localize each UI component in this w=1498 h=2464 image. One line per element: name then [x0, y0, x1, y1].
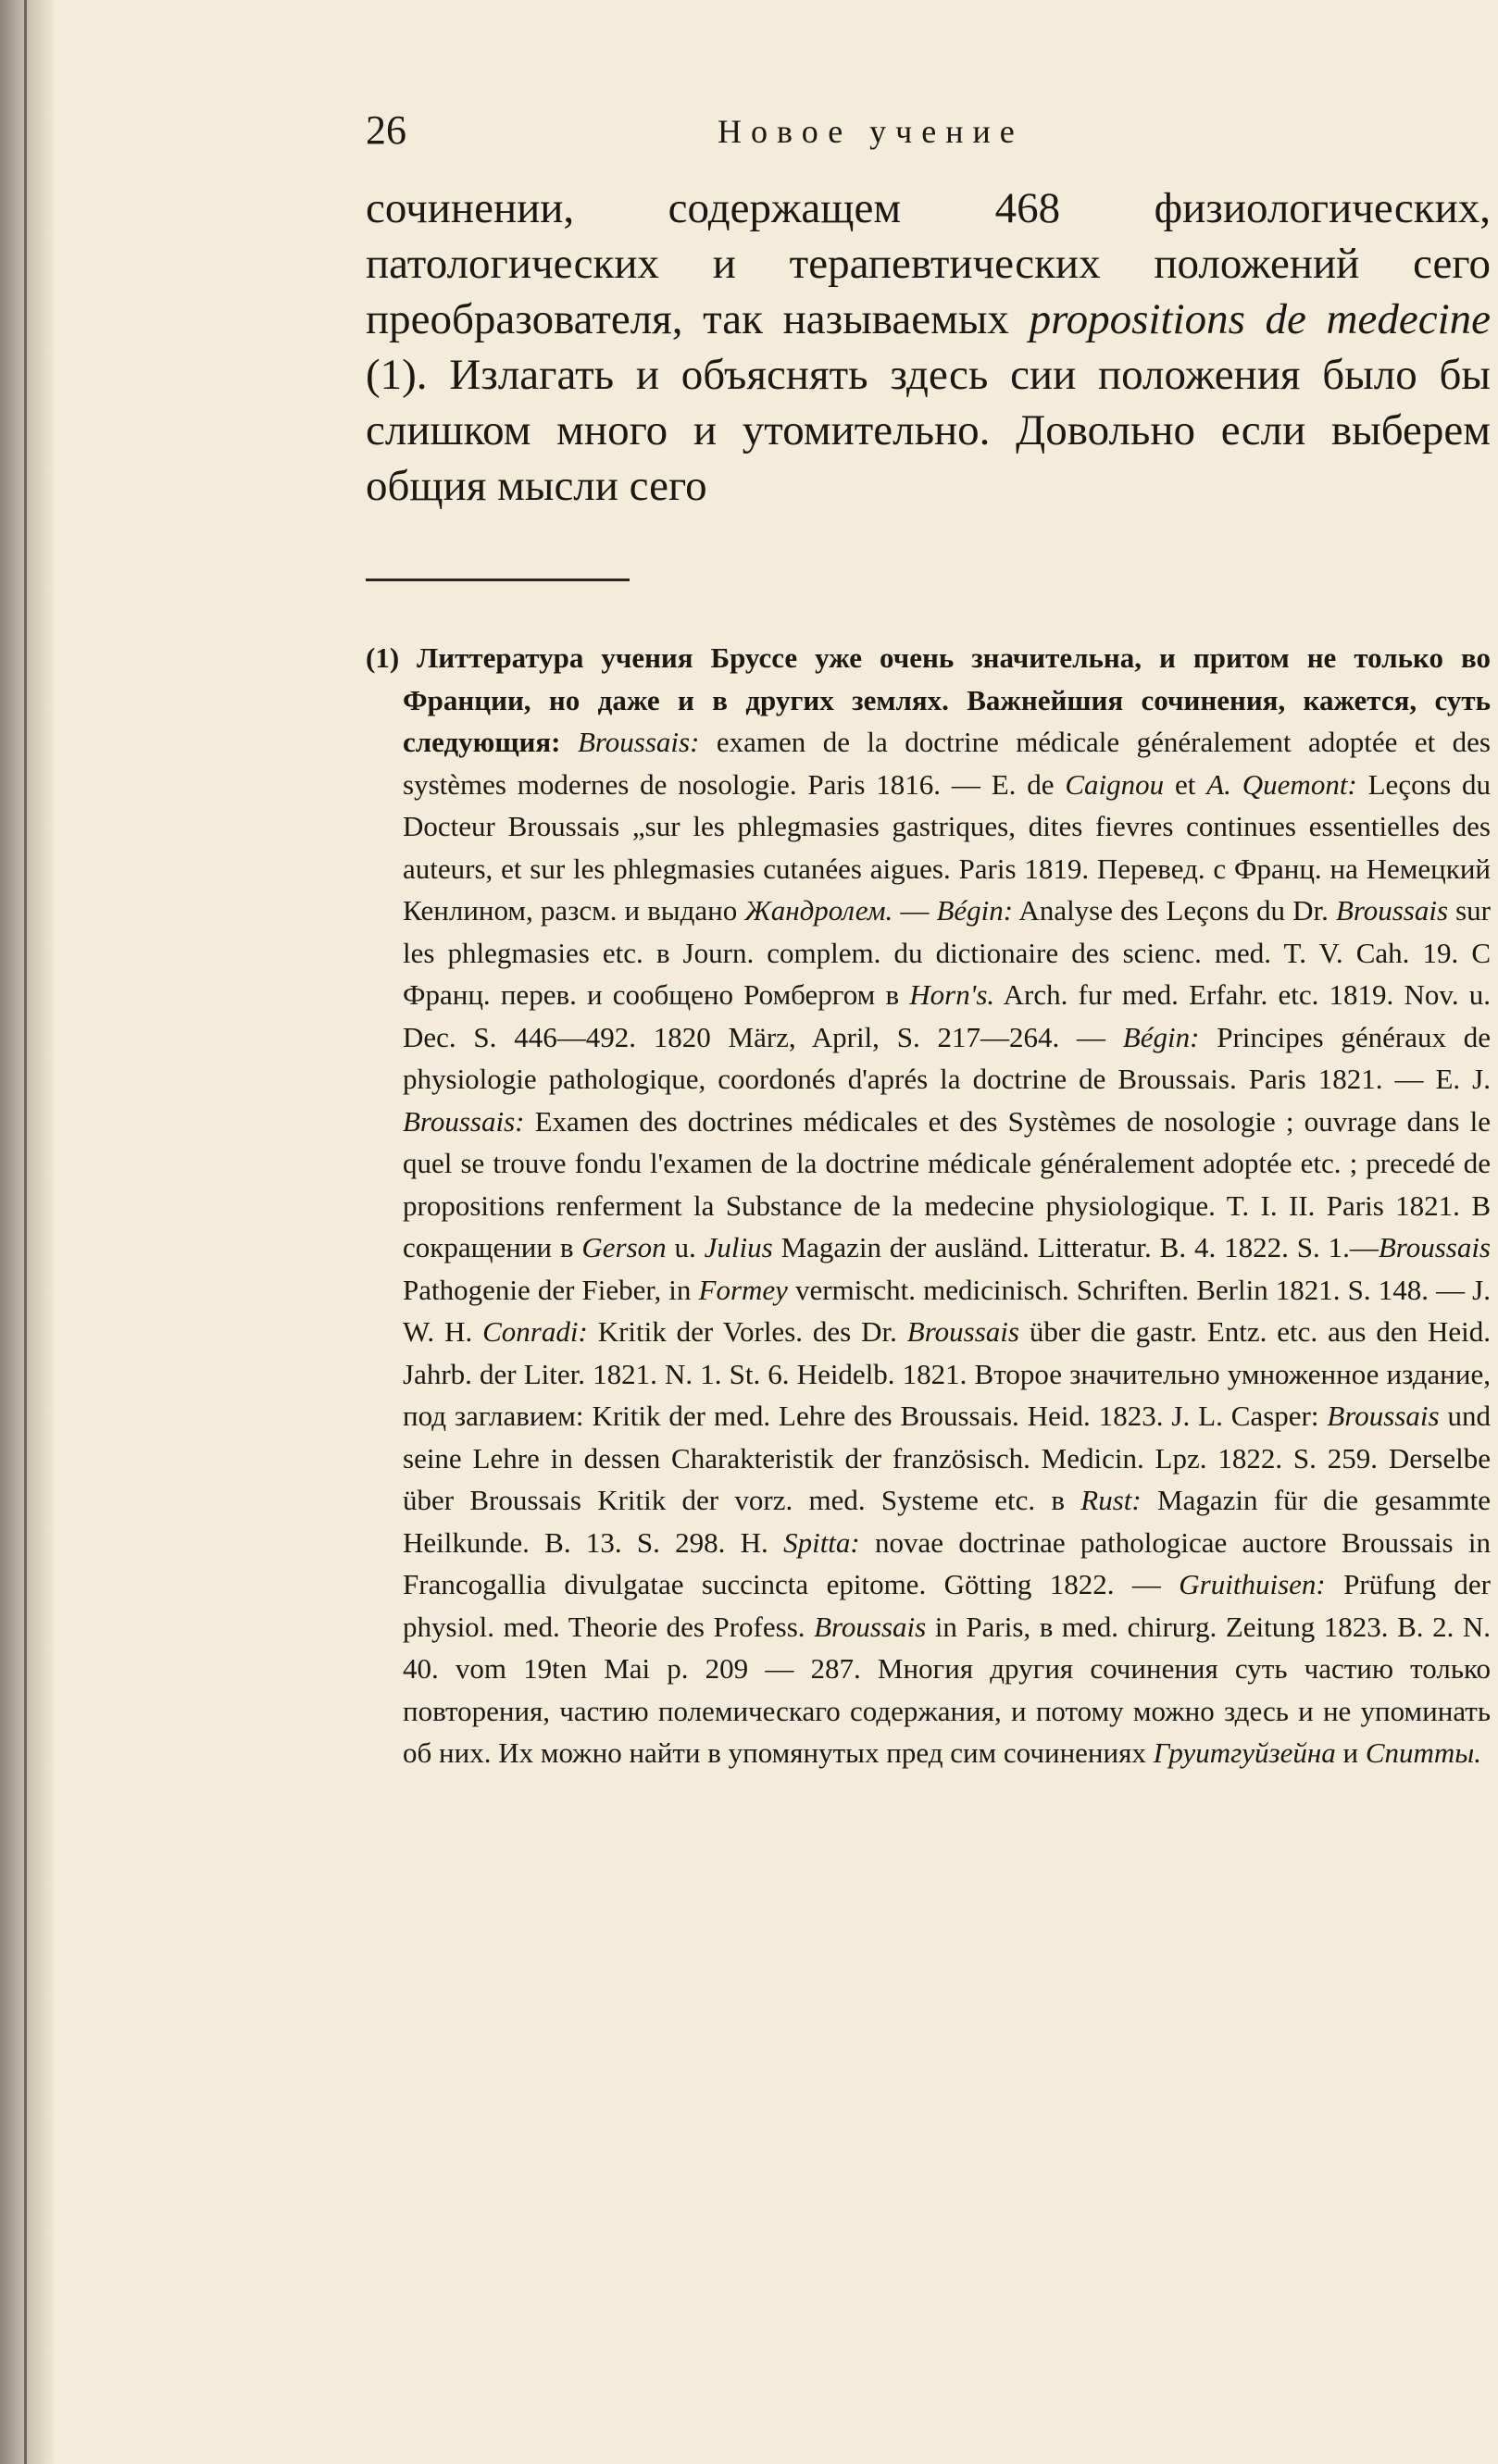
footnote-text: über die gastr. Entz. etc. aus den Heid. Jahrb. der Liter. 1821. N. 1. St. 6. Heidelb. 1821. Второе значительно умноженное издание, под заглавием: Kritik der med. Lehre des Broussais. Heid. 1823. J. L. Casper:: [403, 1315, 1491, 1432]
footnote-italic: Broussais: [1378, 1231, 1491, 1263]
footnote-italic: Rust:: [1080, 1484, 1142, 1516]
footnote-text: —: [893, 894, 937, 927]
footnote-italic: Gerson: [581, 1231, 667, 1263]
footnote-italic: Julius: [704, 1231, 773, 1263]
running-title: Новое учение: [718, 113, 1024, 150]
footnote-italic: Спитты.: [1365, 1736, 1482, 1769]
page-number: 26: [366, 107, 406, 153]
footnote-text: Литтература учения Бруссе уже очень значительна, и притом не только во Франции, но даже и в других землях. Важнейшия сочинения, кажется, суть следующия:: [399, 641, 1491, 758]
footnote-italic: Spitta:: [783, 1525, 860, 1559]
footnote-text: in Paris, в med. chirurg. Zeitung 1823. B. 2. N. 40. vom 19ten Mai p. 209 — 287. Многия другия сочинения суть частию только повторения, частию полемическаго содержания, и потому можно здесь и не упоминать об них. Их можно найти в упомянутых пред сим сочинениях: [403, 1610, 1491, 1769]
footnote-text: und seine Lehre in dessen Charakteristik der französisch. Medicin. Lpz. 1822. S. 259. Derselbe über Broussais Kritik der vorz. med. Systeme etc. в: [403, 1400, 1492, 1516]
main-paragraph: [366, 180, 1491, 514]
footnote-text: Magazin der ausländ. Litteratur. B. 4. 1822. S. 1.—: [772, 1231, 1379, 1263]
footnote-text: Analyse des Leçons du Dr.: [1013, 894, 1336, 927]
footnote-italic: A. Quemont:: [1206, 767, 1357, 801]
footnote-italic: Bégin:: [936, 894, 1014, 927]
footnote-paragraph: [366, 637, 1491, 1774]
book-spine-edge: [0, 0, 54, 2464]
footnote-text: и: [1335, 1736, 1366, 1769]
footnote-italic: Conradi:: [482, 1315, 588, 1348]
footnote-divider: [366, 579, 630, 581]
footnote-italic: Broussais: [906, 1315, 1019, 1348]
body-text-italic: propositions de medecine: [1029, 295, 1491, 343]
body-text-part: (1). Излагать и объяснять здесь сии положения было бы слишком много и утомительно. Довольно если выберем общия мысли сего: [366, 351, 1491, 510]
footnote-text: Arch. fur med. Erfahr. etc. 1819. Nov. u. Dec. S. 446—492. 1820 März, April, S. 217—264. —: [403, 978, 1491, 1053]
footnote-italic: Gruithuisen:: [1179, 1568, 1326, 1600]
footnote: [366, 637, 1491, 1774]
footnote-italic: Bégin:: [1122, 1020, 1200, 1053]
footnote-text: Kritik der Vorles. des Dr.: [587, 1315, 907, 1348]
footnote-text: Magazin für die gesammte Heilkunde. B. 13. S. 298. H.: [403, 1484, 1491, 1559]
footnote-italic: Broussais: [814, 1610, 927, 1643]
footnote-text: Pathogenie der Fieber, in: [403, 1273, 699, 1306]
footnote-text: Prüfung der physiol. med. Theorie des Profess.: [403, 1568, 1491, 1643]
footnote-text: Examen des doctrines médicales et des Systèmes de nosologie ; ouvrage dans le quel se trouve fondu l'examen de la doctrine médicale généralement adoptée etc. ; precedé de propositions renferment la Substance de la medecine physiologique. T. I. II. Paris 1821. В сокращении в: [403, 1104, 1491, 1263]
footnote-text: sur les phlegmasies etc. в Journ. complem. du dictionaire des scienc. med. T. V. Cah. 19. С Франц. перев. и сообщено Ромбергом в: [403, 894, 1491, 1011]
footnote-italic: Caignou: [1065, 767, 1165, 801]
footnote-italic: Broussais:: [577, 726, 700, 758]
footnote-italic: Broussais:: [403, 1104, 525, 1138]
footnote-text: et: [1164, 767, 1207, 801]
footnote-italic: Груитгуйзейна: [1153, 1736, 1336, 1769]
spine-binding-line: [24, 0, 27, 2464]
page-header: [366, 106, 1491, 162]
body-text-part: сочинении, содержащем 468 физиологических, патологических и терапевтических положений сего преобразователя, так называемых: [366, 184, 1491, 343]
footnote-text: novae doctrinae pathologicae auctore Broussais in Francogallia divulgatae succincta epitome. Götting 1822. —: [403, 1525, 1491, 1600]
page-content: [366, 106, 1491, 1774]
footnote-text: Leçons du Docteur Broussais „sur les phlegmasies gastriques, dites fievres continues essentielles des auteurs, et sur les phlegmasies cutanées aigues. Paris 1819. Перевед. с Франц. на Немецкий Кенлином, разсм. и выдано: [403, 767, 1491, 927]
footnote-italic: Broussais: [1327, 1400, 1440, 1432]
footnote-text: vermischt. medicinisch. Schriften. Berlin 1821. S. 148. — J. W. H.: [403, 1273, 1491, 1348]
footnote-text: Principes généraux de physiologie pathologique, coordonés d'aprés la doctrine de Broussais. Paris 1821. — E. J.: [403, 1020, 1491, 1095]
footnote-italic: Formey: [698, 1273, 788, 1306]
footnote-text: examen de la doctrine médicale généralement adoptée et des systèmes modernes de nosologie. Paris 1816. — E. de: [403, 726, 1491, 801]
footnote-italic: Broussais: [1335, 894, 1449, 927]
footnote-italic: Жандролем.: [744, 894, 893, 927]
footnote-marker: (1): [366, 641, 400, 674]
footnote-text: u.: [666, 1231, 705, 1263]
footnote-italic: Horn's.: [909, 978, 995, 1011]
